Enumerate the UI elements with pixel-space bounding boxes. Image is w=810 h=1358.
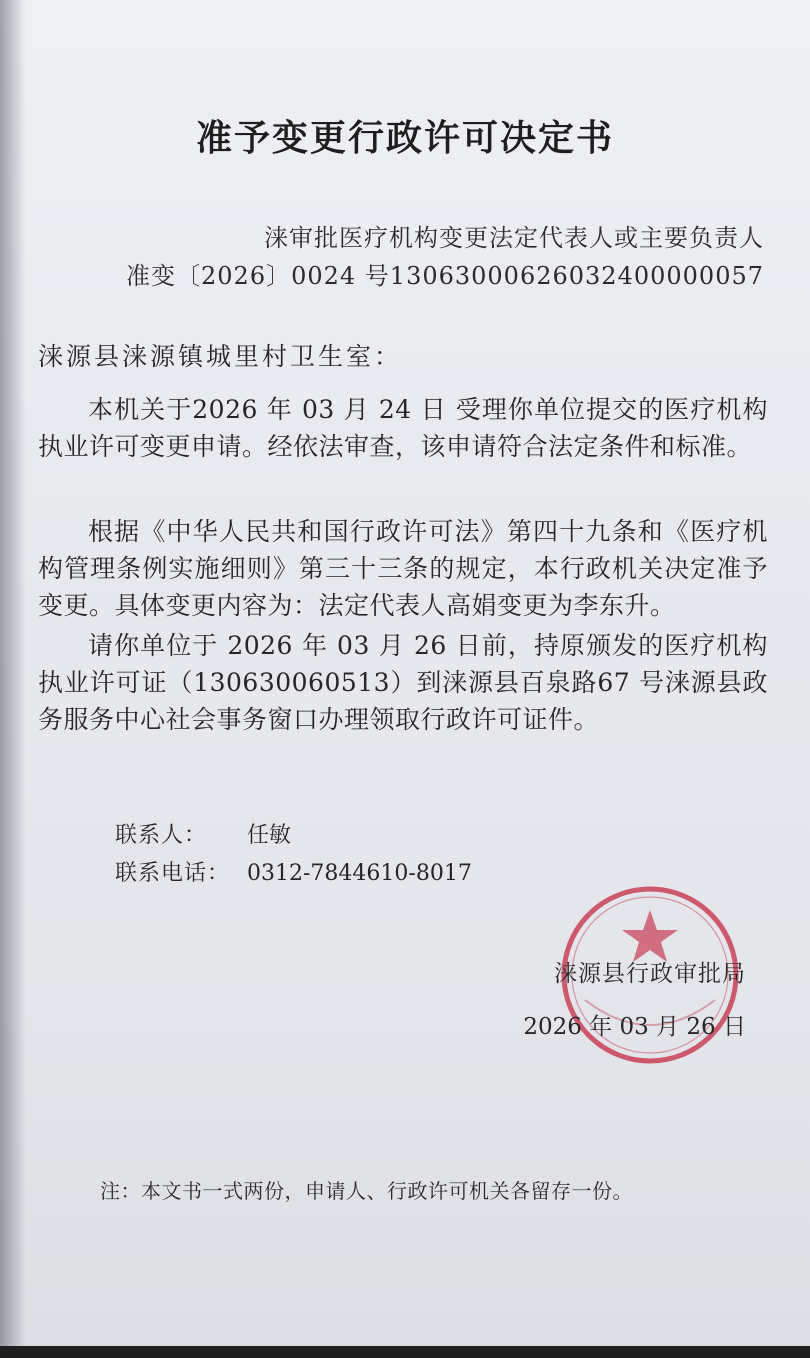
- paragraph-acceptance: 本机关于2026 年 03 月 24 日 受理你单位提交的医疗机构执业许可变更申请。经依法审查，该申请符合法定条件和标准。: [38, 395, 768, 461]
- contact-phone-value: 0312-7844610-8017: [247, 861, 472, 886]
- contact-phone-label: 联系电话：: [115, 861, 231, 886]
- document-title: 准予变更行政许可决定书: [195, 117, 614, 159]
- paragraph-instructions: 请你单位于 2026 年 03 月 26 日前，持原颁发的医疗机构执业许可证（130630060513）到涞源县百泉路67 号涞源县政务服务中心社会事务窗口办理领取行政许可证件。: [38, 631, 768, 734]
- document-number-line1: 涞审批医疗机构变更法定代表人或主要负责人: [264, 224, 764, 252]
- page-bottom-edge: [0, 1346, 810, 1358]
- contact-person-label: 联系人：: [115, 823, 208, 848]
- issuing-authority: 涞源县行政审批局: [554, 961, 746, 987]
- contact-person-row: [115, 818, 291, 849]
- contact-phone-row: [115, 856, 472, 887]
- binding-shadow: [0, 0, 26, 1346]
- issue-date: 2026 年 03 月 26 日: [523, 1014, 746, 1040]
- document-number-line2: 准变〔2026〕0024 号13063000626032400000057: [126, 262, 764, 290]
- addressee: 涞源县涞源镇城里村卫生室：: [38, 342, 403, 371]
- paragraph-legal-basis: 根据《中华人民共和国行政许可法》第四十九条和《医疗机构管理条例实施细则》第三十三条的规定，本行政机关决定准予变更。具体变更内容为：法定代表人高娟变更为李东升。: [38, 517, 768, 620]
- footnote: 注：本文书一式两份，申请人、行政许可机关各留存一份。: [100, 1179, 633, 1203]
- contact-person-value: 任敏: [247, 823, 292, 848]
